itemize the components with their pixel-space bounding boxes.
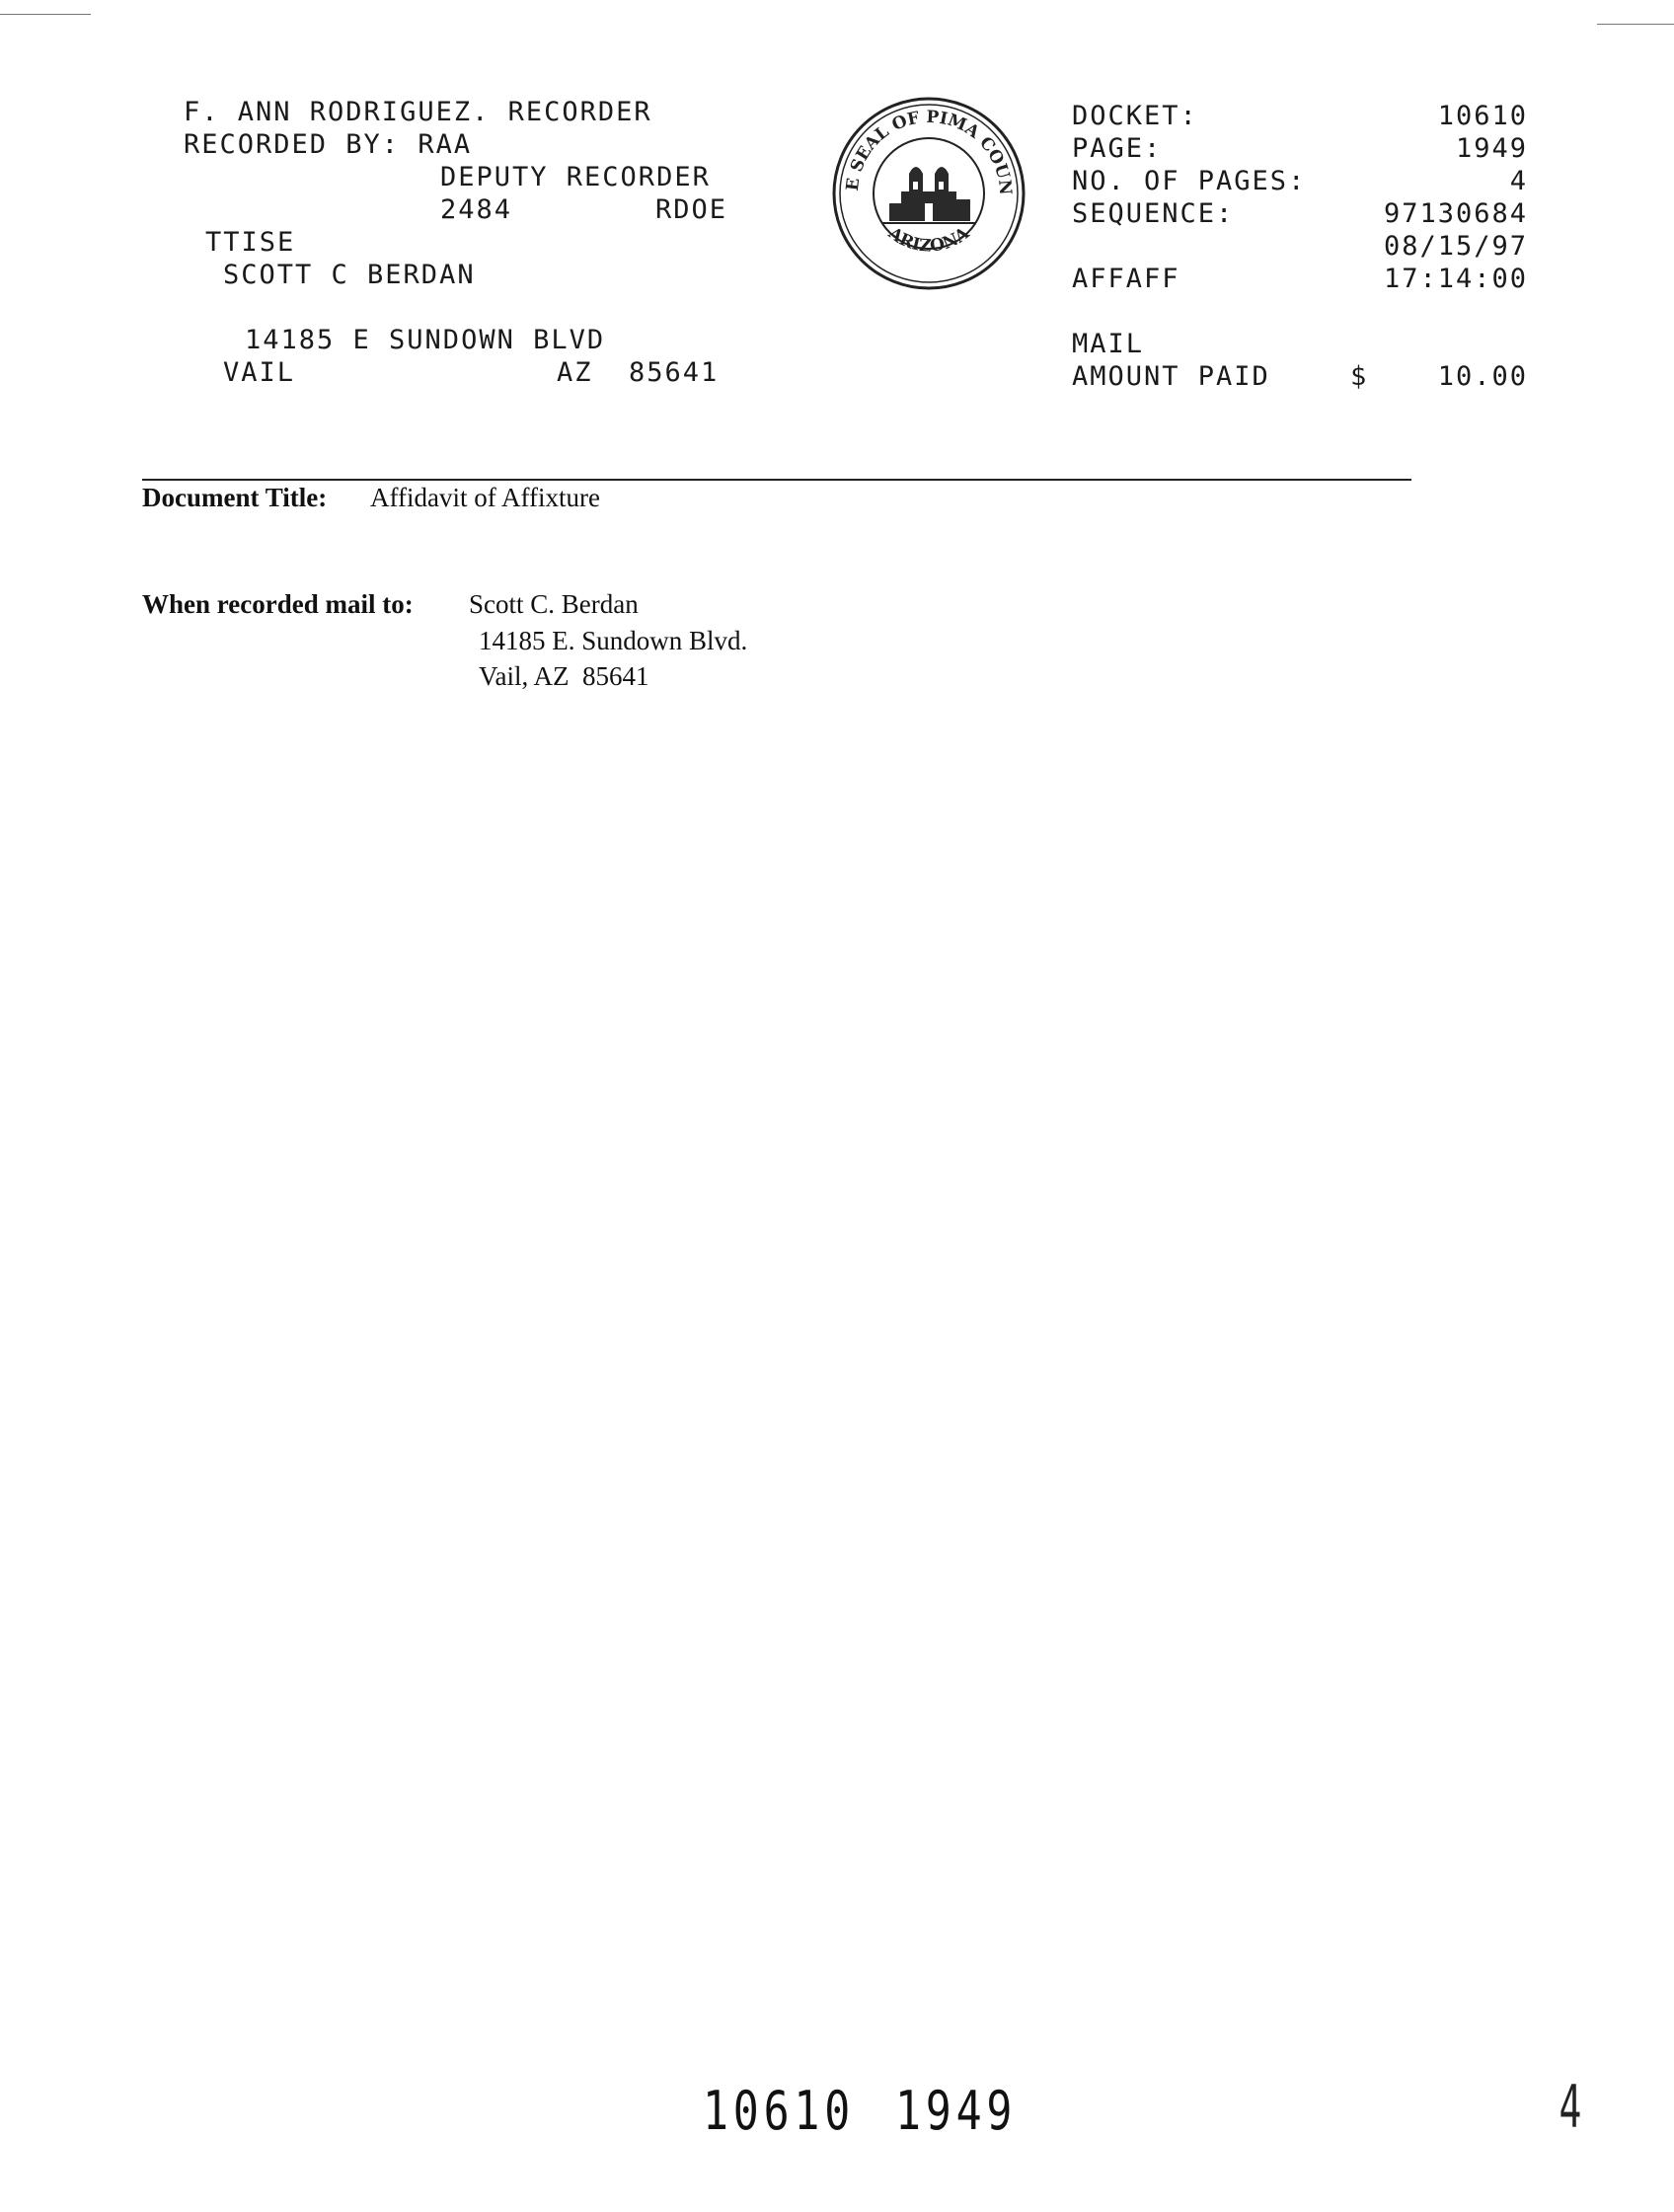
deputy-code: 2484 xyxy=(440,194,513,225)
mail-to-name: Scott C. Berdan xyxy=(469,589,639,619)
county-seal-icon xyxy=(822,77,1020,274)
pages-label: NO. OF PAGES: xyxy=(1072,166,1307,196)
handwritten-page-mark: 4 xyxy=(1559,2073,1582,2142)
scan-edge-mark-left xyxy=(0,14,91,15)
seal-text-bottom: ARIZONA xyxy=(884,223,973,257)
amount-paid-value: 10.00 xyxy=(1437,361,1528,392)
amount-paid-label: AMOUNT PAID xyxy=(1072,361,1270,392)
footer-stamp-docket: 10610 xyxy=(703,2080,856,2142)
mail-to-label: When recorded mail to: xyxy=(142,589,414,619)
sequence-value: 97130684 xyxy=(1383,198,1528,229)
docket-label: DOCKET: xyxy=(1072,101,1198,131)
document-title-label: Document Title: xyxy=(142,483,328,512)
mail-to-city: Vail, AZ 85641 xyxy=(479,661,649,691)
document-type-code: AFFAFF xyxy=(1072,264,1180,294)
header-divider xyxy=(142,479,1411,481)
document-title-value: Affidavit of Affixture xyxy=(370,483,600,512)
mail-to-street: 14185 E. Sundown Blvd. xyxy=(479,626,748,655)
docket-value: 10610 xyxy=(1437,101,1528,131)
party-state-zip: AZ 85641 xyxy=(557,357,720,388)
party-name: SCOTT C BERDAN xyxy=(223,260,476,290)
deputy-station: RDOE xyxy=(655,194,728,225)
amount-currency: $ xyxy=(1350,361,1369,392)
pages-value: 4 xyxy=(1509,166,1528,196)
recording-time: 17:14:00 xyxy=(1383,264,1528,294)
scan-edge-mark-right xyxy=(1597,24,1674,25)
party-address-line1: 14185 E SUNDOWN BLVD xyxy=(245,325,606,355)
page-value: 1949 xyxy=(1455,133,1528,164)
recorded-by: RECORDED BY: RAA xyxy=(184,129,473,160)
recording-date: 08/15/97 xyxy=(1383,231,1528,262)
page-label: PAGE: xyxy=(1072,133,1163,164)
delivery-method: MAIL xyxy=(1072,329,1145,359)
recorder-name: F. ANN RODRIGUEZ. RECORDER xyxy=(184,97,652,127)
seal-text-top: E SEAL OF PIMA COUN xyxy=(842,107,1016,196)
ttise-label: TTISE xyxy=(205,227,296,258)
sequence-label: SEQUENCE: xyxy=(1072,198,1235,229)
deputy-recorder: DEPUTY RECORDER xyxy=(440,162,711,192)
party-city: VAIL xyxy=(223,357,296,388)
footer-stamp-page: 1949 xyxy=(895,2080,1018,2142)
svg-text:ARIZONA xyxy=(883,223,973,257)
